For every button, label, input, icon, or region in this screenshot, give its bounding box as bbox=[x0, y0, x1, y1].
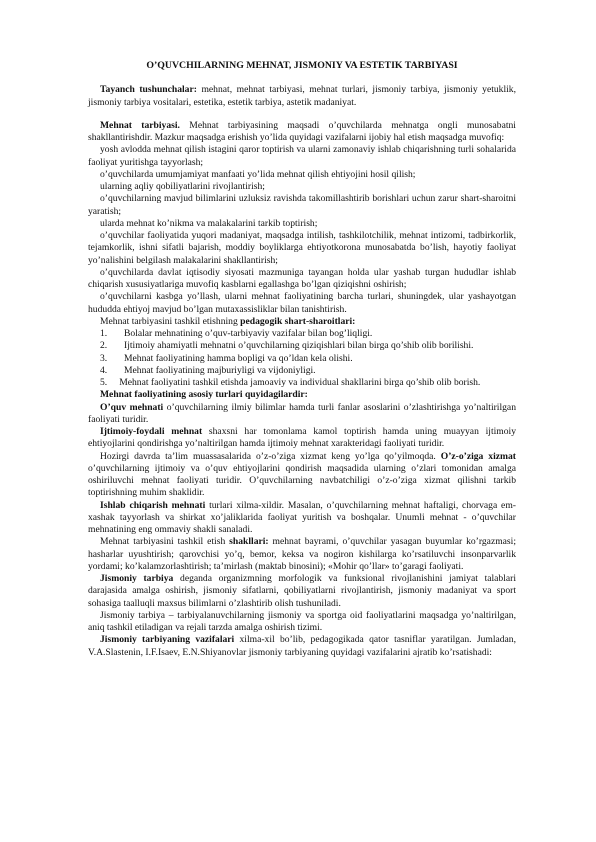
task-item: o’quvchilarda umumjamiyat manfaati yo’lida mehnat qilish ehtiyojini hosil qilish; bbox=[100, 168, 416, 180]
condition-number: 5. bbox=[100, 377, 108, 388]
jismoniy-tarbiya-label: Jismoniy tarbiya bbox=[100, 573, 174, 584]
task-item: o’quvchilarni kasbga yo’llash, ularni mehnat faoliyatining barcha turlari, shuningdek, ular yashayotgan hududda ehtiyoj mavjud bo’lgan mutaxassisliklar bilan tanishtirish. bbox=[88, 291, 516, 315]
types-heading-text: Mehnat faoliyatining asosiy turlari quyidagilardir: bbox=[100, 389, 308, 401]
keywords-label: Tayanch tushunchalar: bbox=[100, 84, 197, 96]
jismoniy-tarbiya-paragraph bbox=[88, 573, 516, 610]
condition-item bbox=[88, 328, 516, 340]
ishlab-chiqarish-paragraph bbox=[88, 500, 516, 537]
types-heading bbox=[88, 389, 516, 401]
conditions-intro bbox=[88, 316, 516, 328]
ishlab-chiqarish-text: turlari xilma-xildir. Masalan, o’quvchilarning mehnat haftaligi, chorvaga em-xashak tayyorlash va shirkat xo’jaliklarida faoliyat yuritish va boshqalar. Unumli mehnat - o’quvchilar mehnatining eng ommaviy shakli sanaladi. bbox=[88, 499, 516, 535]
jismoniy-tarbiya-text: deganda organizmning morfologik va funksional rivojlanishini jamiyat talablari darajasida amalga oshirish, jismoniy sifatlarni, qobiliyatlarni rivojlantirish, jismoniy madaniyat va sport sohasiga taalluqli maxsus bilimlarni o’zlashtirib olish tushuniladi. bbox=[88, 573, 516, 609]
document-page bbox=[88, 60, 516, 659]
task-item: yosh avlodda mehnat qilish istagini qaror toptirish va ularni zamonaviy ishlab chiqarishning turli sohalarida faoliyat yuritishga tayyorlash; bbox=[88, 144, 516, 168]
page-title: O’QUVCHILARNING MEHNAT, JISMONIY VA ESTETIK TARBIYASI bbox=[146, 60, 458, 71]
condition-number: 4. bbox=[100, 364, 108, 376]
ijtimoiy-foydali-label: Ijtimoiy-foydali mehnat bbox=[100, 426, 203, 437]
oz-oziga-text1: Hozirgi davrda ta’lim muassasalarida o’z-o’ziga xizmat keng yo’lga qo’yilmoqda. bbox=[100, 450, 441, 462]
conditions-list bbox=[88, 328, 516, 389]
task-item: o’quvchilarning mavjud bilimlarini uzluksiz ravishda takomillashtirib borishlari uchun zarur shart-sharoitni yaratish; bbox=[88, 193, 516, 217]
task-item: o’quvchilar faoliyatida yuqori madaniyat, maqsadga intilish, tashkilotchilik, mehnat intizomi, tadbirkorlik, tejamkorlik, ishni sifatli bajarish, moddiy boyliklarga ehtiyotkorona munosabatda bo’lish, hayotiy faoliyat yo’nalishini belgilash malakalarini shakllantirish; bbox=[88, 230, 516, 266]
shakllari-text2: mehnat bayrami, o’quvchilar yasagan buyumlar ko’rgazmasi; hasharlar uyushtirish; qarovchisi yo’q, bemor, keksa va nogiron kishilarga ko’rsatiluvchi insonparvarlik yordami; ko’kalamzorlashtirish; ta’mirlash (maktab binosini); «Mohir qo’llar» to’garagi faoliyati. bbox=[88, 536, 516, 572]
task-item: o’quvchilarda davlat iqtisodiy siyosati mazmuniga tayangan holda ular yashab turgan hududlar ishlab chiqarish xususiyatlariga muvofiq kasblarni egallashga bo’lgan qiziqishni oshirish; bbox=[88, 266, 516, 290]
ijtimoiy-foydali-paragraph bbox=[88, 426, 516, 451]
shakllari-label: shakllari: bbox=[229, 536, 269, 548]
condition-text: Bolalar mehnatining o’quv-tarbiyaviy vazifalar bilan bog’liqligi. bbox=[124, 328, 373, 339]
oquv-mehnati-text: o’quvchilarning ilmiy bilimlar hamda turli fanlar asoslarini o’zlashtirishga yo’naltirilgan faoliyati turidir. bbox=[88, 401, 516, 425]
oquv-mehnati-paragraph bbox=[88, 402, 516, 427]
conditions-intro-text: Mehnat tarbiyasini tashkil etishning bbox=[100, 315, 241, 327]
vazifalar-text: xilma-xil bo’lib, pedagogikada qator tasniflar yaratilgan. Jumladan, V.A.Slastenin, I.F.Isaev, E.N.Shiyanovlar jismoniy tarbiyaning quyidagi vazifalarini ajratib ko’rsatishadi: bbox=[88, 634, 516, 658]
condition-text: Ijtimoiy ahamiyatli mehnatni o’quvchilarning qiziqishlari bilan birga qo’shib olib borilishi. bbox=[124, 340, 474, 352]
shakllari-text1: Mehnat tarbiyasini tashkil etish bbox=[100, 536, 230, 548]
jismoniy-tarbiya-definition: Jismoniy tarbiya – tarbiyalanuvchilarning jismoniy va sportga oid faoliyatlarini maqsadga yo’naltirilgan, aniq tashkil etiladigan va rejali tarzda amalga oshirish tizimi. bbox=[88, 609, 516, 633]
shakllari-paragraph bbox=[88, 536, 516, 573]
oquv-mehnati-label: O’quv mehnati bbox=[100, 401, 164, 413]
condition-number: 3. bbox=[100, 352, 108, 364]
oz-oziga-text2: o’quvchilarning ijtimoiy va o’quv ehtiyojlarini qondirish maqsadida ularning o’zlari tomonidan amalga oshiriluvchi mehnat faoliyati turidir. O’quvchilarning navbatchiligi o’z-o’ziga xizmat qilishni tarkib toptirishning muhim shaklidir. bbox=[88, 462, 516, 499]
conditions-intro-bold: pedagogik shart-sharoitlari: bbox=[240, 315, 356, 327]
oz-oziga-xizmat-paragraph bbox=[88, 451, 516, 500]
condition-item bbox=[88, 353, 516, 365]
condition-item bbox=[88, 365, 516, 377]
oz-oziga-label: O’z-o’ziga xizmat bbox=[440, 450, 516, 462]
mehnat-tarbiyasi-label: Mehnat tarbiyasi. bbox=[100, 119, 180, 131]
task-item: ularda mehnat ko’nikma va malakalarini tarkib toptirish; bbox=[100, 217, 318, 229]
condition-text: Mehnat faoliyatining hamma bopligi va qo’ldan kela olishi. bbox=[124, 352, 353, 364]
condition-item bbox=[88, 340, 516, 352]
vazifalar-paragraph bbox=[88, 634, 516, 659]
condition-number: 2. bbox=[100, 340, 108, 352]
mehnat-tarbiyasi-paragraph bbox=[88, 120, 516, 145]
task-item: ularning aqliy qobiliyatlarini rivojlantirish; bbox=[100, 181, 265, 192]
condition-text: Mehnat faoliyatining majburiyligi va vijdoniyligi. bbox=[124, 364, 316, 376]
condition-item-5 bbox=[88, 377, 516, 389]
condition-number: 1. bbox=[100, 328, 108, 339]
ijtimoiy-foydali-text: shaxsni har tomonlama kamol toptirish hamda uning muayyan ijtimoiy ehtiyojlarini qondirishga yo’naltirilgan hamda ijtimoiy mehnat xarakteridagi faoliyati turidir. bbox=[88, 426, 516, 450]
keywords-text: mehnat, mehnat tarbiyasi, mehnat turlari, jismoniy tarbiya, jismoniy yetuklik, jismoniy tarbiya vositalari, estetika, estetik tarbiya, astetik madaniyat. bbox=[88, 84, 516, 108]
keywords-paragraph bbox=[88, 84, 516, 109]
condition-text: Mehnat faoliyatini tashkil etishda jamoaviy va individual shakllarini birga qo’shib olib borish. bbox=[119, 377, 481, 388]
vazifalar-label: Jismoniy tarbiyaning vazifalari bbox=[100, 634, 235, 646]
ishlab-chiqarish-label: Ishlab chiqarish mehnati bbox=[100, 499, 206, 511]
mehnat-tarbiyasi-text: Mehnat tarbiyasining maqsadi o’quvchilarda mehnatga ongli munosabatni shakllantirishdir. Mazkur maqsadga erishish yo’lida quyidagi vazifalarni ijobiy hal etish maqsadga muvofiq: bbox=[88, 119, 516, 143]
